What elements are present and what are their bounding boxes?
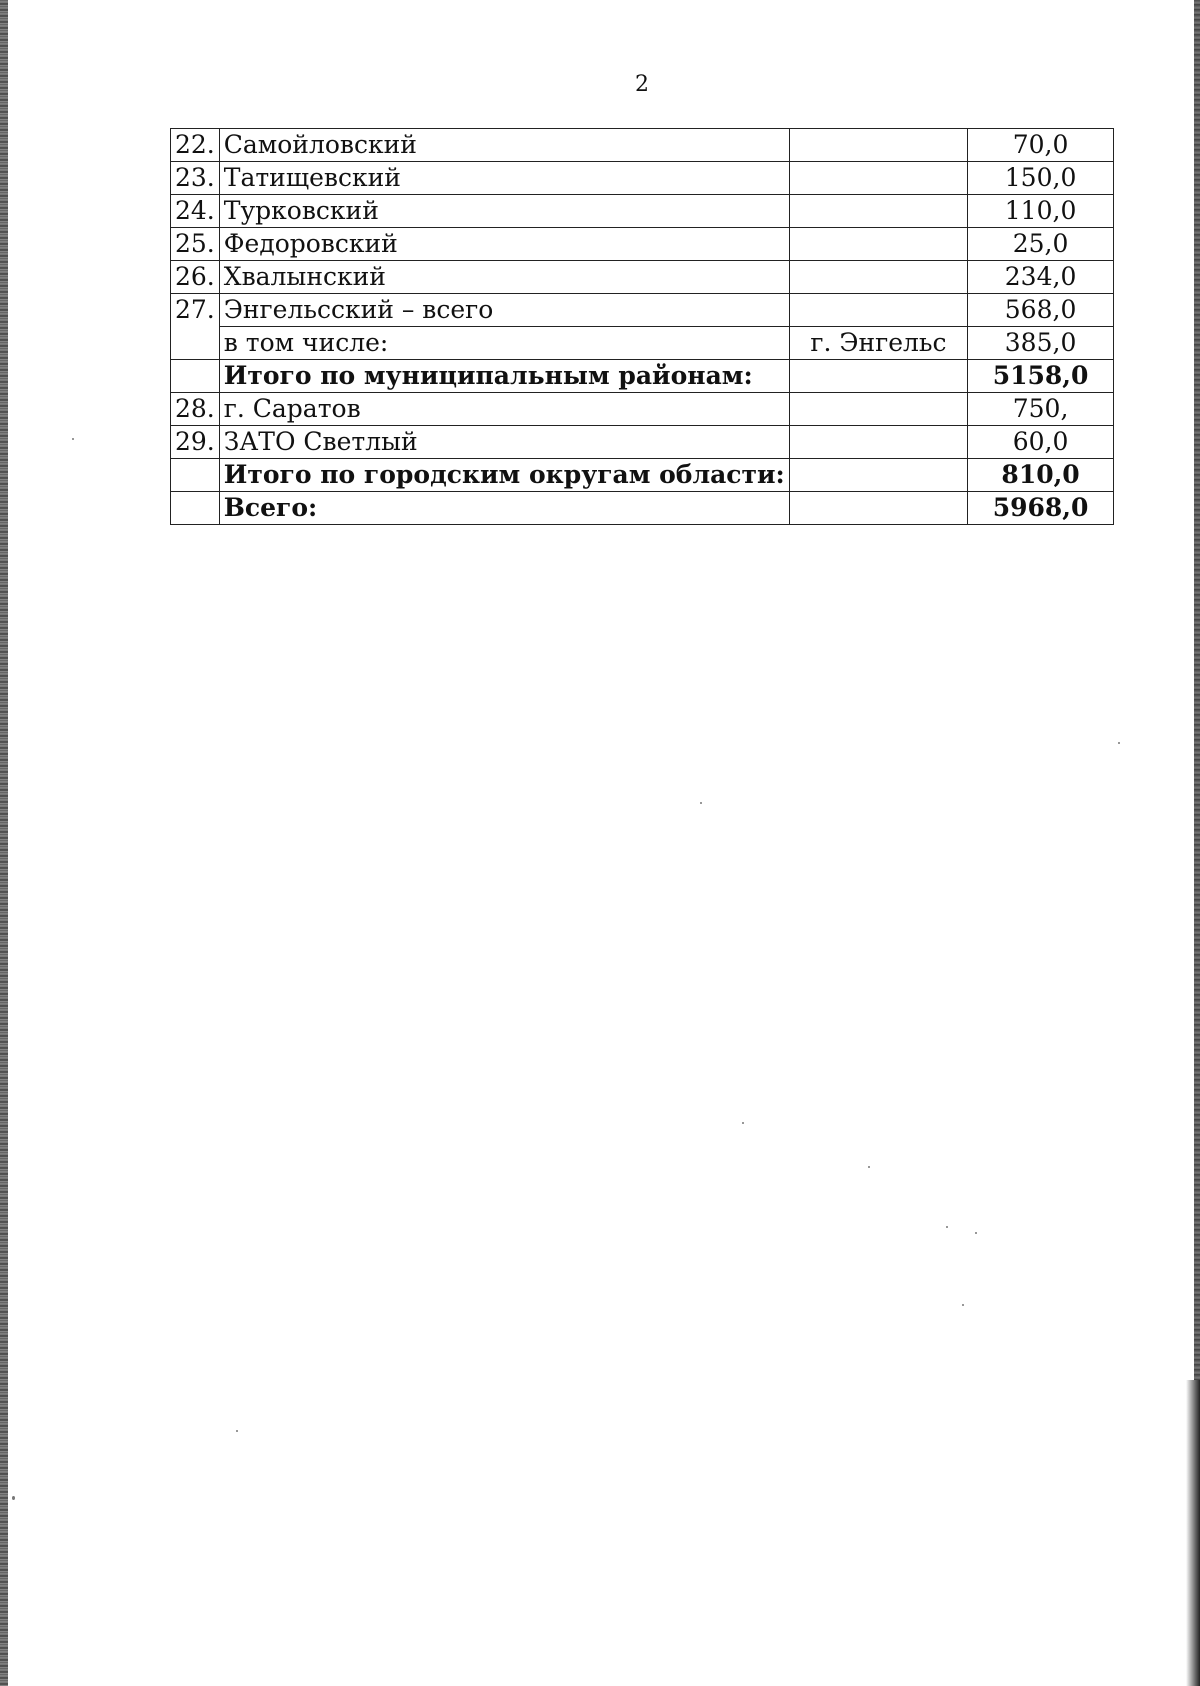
row-name: ЗАТО Светлый bbox=[219, 426, 789, 459]
row-name: Самойловский bbox=[219, 129, 789, 162]
row-name: в том числе: bbox=[219, 327, 789, 360]
scan-speck bbox=[236, 1430, 238, 1432]
table-row bbox=[171, 393, 1114, 426]
row-number: 23. bbox=[171, 162, 220, 195]
row-place bbox=[789, 261, 967, 294]
row-number bbox=[171, 327, 220, 360]
row-name: Федоровский bbox=[219, 228, 789, 261]
row-value: 234,0 bbox=[968, 261, 1114, 294]
row-place bbox=[789, 393, 967, 426]
row-value: 568,0 bbox=[968, 294, 1114, 327]
row-value: 5158,0 bbox=[968, 360, 1114, 393]
row-place bbox=[789, 492, 967, 525]
scan-speck bbox=[1118, 742, 1120, 744]
row-name: Хвалынский bbox=[219, 261, 789, 294]
row-value: 810,0 bbox=[968, 459, 1114, 492]
scan-speck bbox=[12, 1496, 15, 1500]
row-value: 70,0 bbox=[968, 129, 1114, 162]
table-row bbox=[171, 228, 1114, 261]
row-value: 60,0 bbox=[968, 426, 1114, 459]
row-name: г. Саратов bbox=[219, 393, 789, 426]
row-name: Турковский bbox=[219, 195, 789, 228]
row-value: 750, bbox=[968, 393, 1114, 426]
row-number: 24. bbox=[171, 195, 220, 228]
row-name: Итого по муниципальным районам: bbox=[219, 360, 789, 393]
row-name: Итого по городским округам области: bbox=[219, 459, 789, 492]
scan-speck bbox=[962, 1304, 964, 1306]
row-place bbox=[789, 162, 967, 195]
scan-speck bbox=[946, 1226, 948, 1228]
row-place bbox=[789, 459, 967, 492]
allocation-table bbox=[170, 128, 1114, 525]
table-row bbox=[171, 195, 1114, 228]
table-total-row bbox=[171, 360, 1114, 393]
scan-speck bbox=[975, 1232, 977, 1234]
scan-speck bbox=[868, 1166, 870, 1168]
row-number: 22. bbox=[171, 129, 220, 162]
scan-edge-left bbox=[0, 0, 8, 1686]
row-value: 25,0 bbox=[968, 228, 1114, 261]
table-row bbox=[171, 426, 1114, 459]
table-row bbox=[171, 261, 1114, 294]
row-place: г. Энгельс bbox=[789, 327, 967, 360]
row-value: 385,0 bbox=[968, 327, 1114, 360]
row-place bbox=[789, 228, 967, 261]
row-number: 28. bbox=[171, 393, 220, 426]
scan-speck bbox=[700, 802, 702, 804]
row-place bbox=[789, 360, 967, 393]
scan-speck bbox=[72, 438, 74, 440]
table-row bbox=[171, 162, 1114, 195]
row-number bbox=[171, 360, 220, 393]
table-total-row bbox=[171, 492, 1114, 525]
table-body bbox=[171, 129, 1114, 525]
row-number bbox=[171, 492, 220, 525]
scan-speck bbox=[742, 1122, 744, 1124]
row-name: Всего: bbox=[219, 492, 789, 525]
table-total-row bbox=[171, 459, 1114, 492]
table-row bbox=[171, 327, 1114, 360]
row-place bbox=[789, 294, 967, 327]
row-place bbox=[789, 129, 967, 162]
row-place bbox=[789, 195, 967, 228]
scan-edge-shadow bbox=[1186, 1380, 1200, 1686]
table-row bbox=[171, 129, 1114, 162]
row-name: Татищевский bbox=[219, 162, 789, 195]
row-number bbox=[171, 459, 220, 492]
row-place bbox=[789, 426, 967, 459]
row-value: 150,0 bbox=[968, 162, 1114, 195]
row-number: 29. bbox=[171, 426, 220, 459]
row-number: 25. bbox=[171, 228, 220, 261]
row-name: Энгельсский – всего bbox=[219, 294, 789, 327]
row-number: 27. bbox=[171, 294, 220, 327]
row-value: 110,0 bbox=[968, 195, 1114, 228]
table-row bbox=[171, 294, 1114, 327]
page-number: 2 bbox=[635, 72, 649, 97]
row-value: 5968,0 bbox=[968, 492, 1114, 525]
row-number: 26. bbox=[171, 261, 220, 294]
